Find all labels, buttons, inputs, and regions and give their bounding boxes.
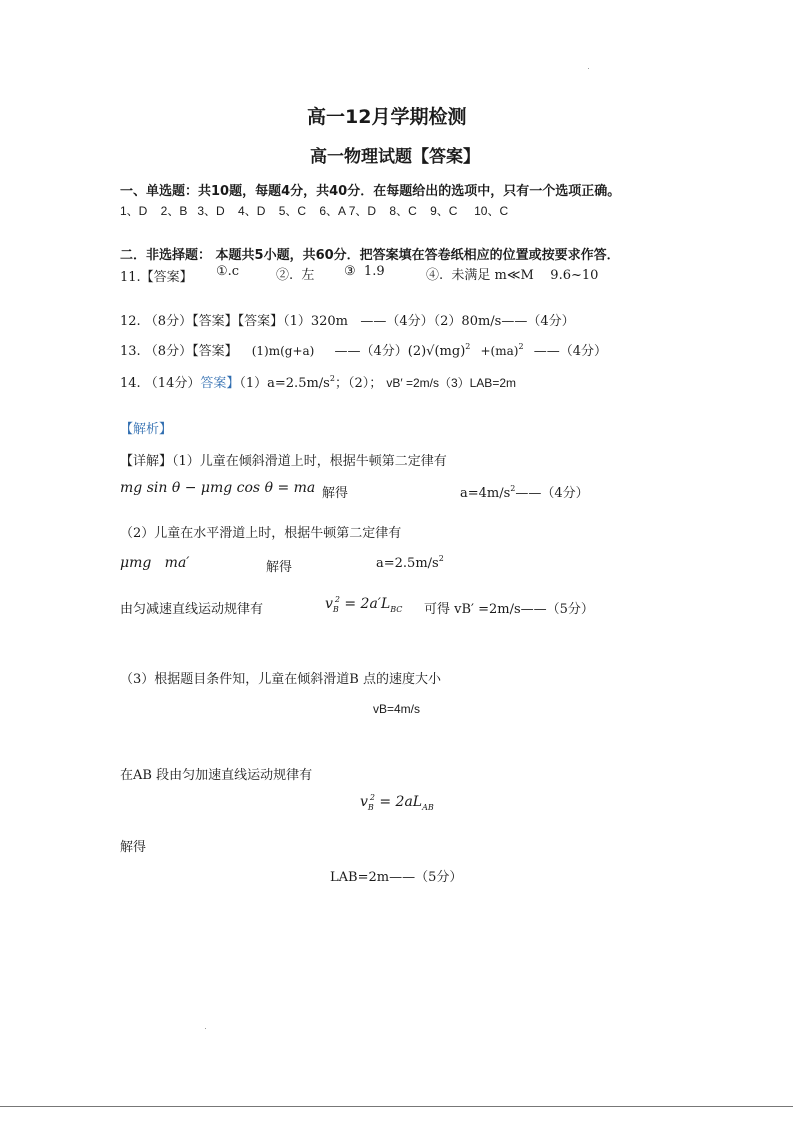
equation-3-sub-b: B <box>332 605 339 614</box>
result-5: LAB=2m——（5分） <box>330 870 463 885</box>
equation-5-sub: AB <box>422 803 434 812</box>
q12-answer: 12. （8分）【答案】【答案】（1）320m ——（4分）（2）80m/s——（4分） <box>120 314 575 329</box>
equation-5 <box>360 794 434 810</box>
q14-sup: 2 <box>329 374 335 383</box>
section2-heading: 二．非选择题： 本题共5小题，共60分．把答案填在答卷纸相应的位置或按要求作答． <box>120 248 620 263</box>
q13-sup2: 2 <box>518 342 524 351</box>
solve-label-2: 解得 <box>266 560 293 575</box>
result-1 <box>460 482 589 501</box>
result-2-sup: 2 <box>438 554 444 563</box>
q11-answer1: ①.c <box>216 264 240 279</box>
bottom-mark <box>205 1028 206 1029</box>
equation-3-sup: 2 <box>334 595 340 604</box>
result-3: 可得 vB′ =2m/s——（5分） <box>424 602 594 617</box>
q13-answer <box>120 340 607 359</box>
equation-2: μmg ma′ <box>120 555 190 571</box>
solve-label-1: 解得 <box>322 486 349 501</box>
q14-vb: vB′ =2m/s（3）LAB=2m <box>386 376 516 390</box>
q14-label: 答案】 <box>200 376 240 391</box>
q13-part2: ——（4分）(2)√(mg) <box>334 344 466 359</box>
solve-label-5: 解得 <box>120 840 147 855</box>
equation-5-v: v <box>360 794 368 810</box>
section1-heading: 一、单选题：共10题，每题4分，共40分．在每题给出的选项中，只有一个选项正确。 <box>120 184 621 199</box>
equation-3-rhs: = 2a′L <box>344 596 391 612</box>
q14-text1: （1）a=2.5m/s <box>239 376 330 391</box>
q13-sup1: 2 <box>465 342 471 351</box>
analysis-detail1: 【详解】（1）儿童在倾斜滑道上时，根据牛顿第二定律有 <box>120 454 447 469</box>
equation-3 <box>325 596 402 612</box>
analysis-detail3: 由匀减速直线运动规律有 <box>120 602 264 617</box>
q14-answer <box>120 372 516 391</box>
result-1-score: ——（4分） <box>515 486 589 501</box>
equation-5-sub-b: B <box>367 803 374 812</box>
equation-5-rhs: = 2aL <box>379 794 423 810</box>
analysis-label: 【解析】 <box>120 422 173 437</box>
page-title: 高一12月学期检测 <box>307 106 467 128</box>
result-1-value: a=4m/s <box>460 486 511 501</box>
q13-part4: ——（4分） <box>533 344 607 359</box>
q13-part3: +(ma) <box>480 344 519 358</box>
vb-value: vB=4m/s <box>373 702 421 716</box>
analysis-detail5: 在AB 段由匀加速直线运动规律有 <box>120 768 313 783</box>
q13-part1: (1)m(g+a) <box>251 344 315 358</box>
equation-5-sup: 2 <box>369 793 375 802</box>
q13-prefix: 13. （8分）【答案】 <box>120 344 238 359</box>
q14-prefix: 14. （14分） <box>120 376 201 391</box>
q11-answer4: ④. 未满足 m≪M 9.6~10 <box>426 268 599 283</box>
equation-3-sub: BC <box>390 605 403 614</box>
q14-text2: ；（2）； <box>334 376 383 391</box>
result-1-sup: 2 <box>510 484 516 493</box>
q11-answer3: ③ 1.9 <box>344 264 385 279</box>
equation-1: mg sin θ − μmg cos θ = ma <box>120 480 316 496</box>
analysis-detail2: （2）儿童在水平滑道上时，根据牛顿第二定律有 <box>120 526 402 541</box>
analysis-detail4: （3）根据题目条件知，儿童在倾斜滑道B 点的速度大小 <box>120 672 441 687</box>
q11-prefix: 11.【答案】 <box>120 270 193 285</box>
result-2 <box>376 556 444 571</box>
result-2-value: a=2.5m/s <box>376 556 439 571</box>
corner-mark <box>588 68 589 69</box>
q11-answer2: ②. 左 <box>276 268 315 283</box>
page-subtitle: 高一物理试题【答案】 <box>310 147 480 167</box>
equation-3-v: v <box>325 596 333 612</box>
section1-answers: 1、D 2、B 3、D 4、D 5、C 6、A 7、D 8、C 9、C 10、C <box>120 204 509 218</box>
page-bottom-border <box>0 1106 793 1107</box>
